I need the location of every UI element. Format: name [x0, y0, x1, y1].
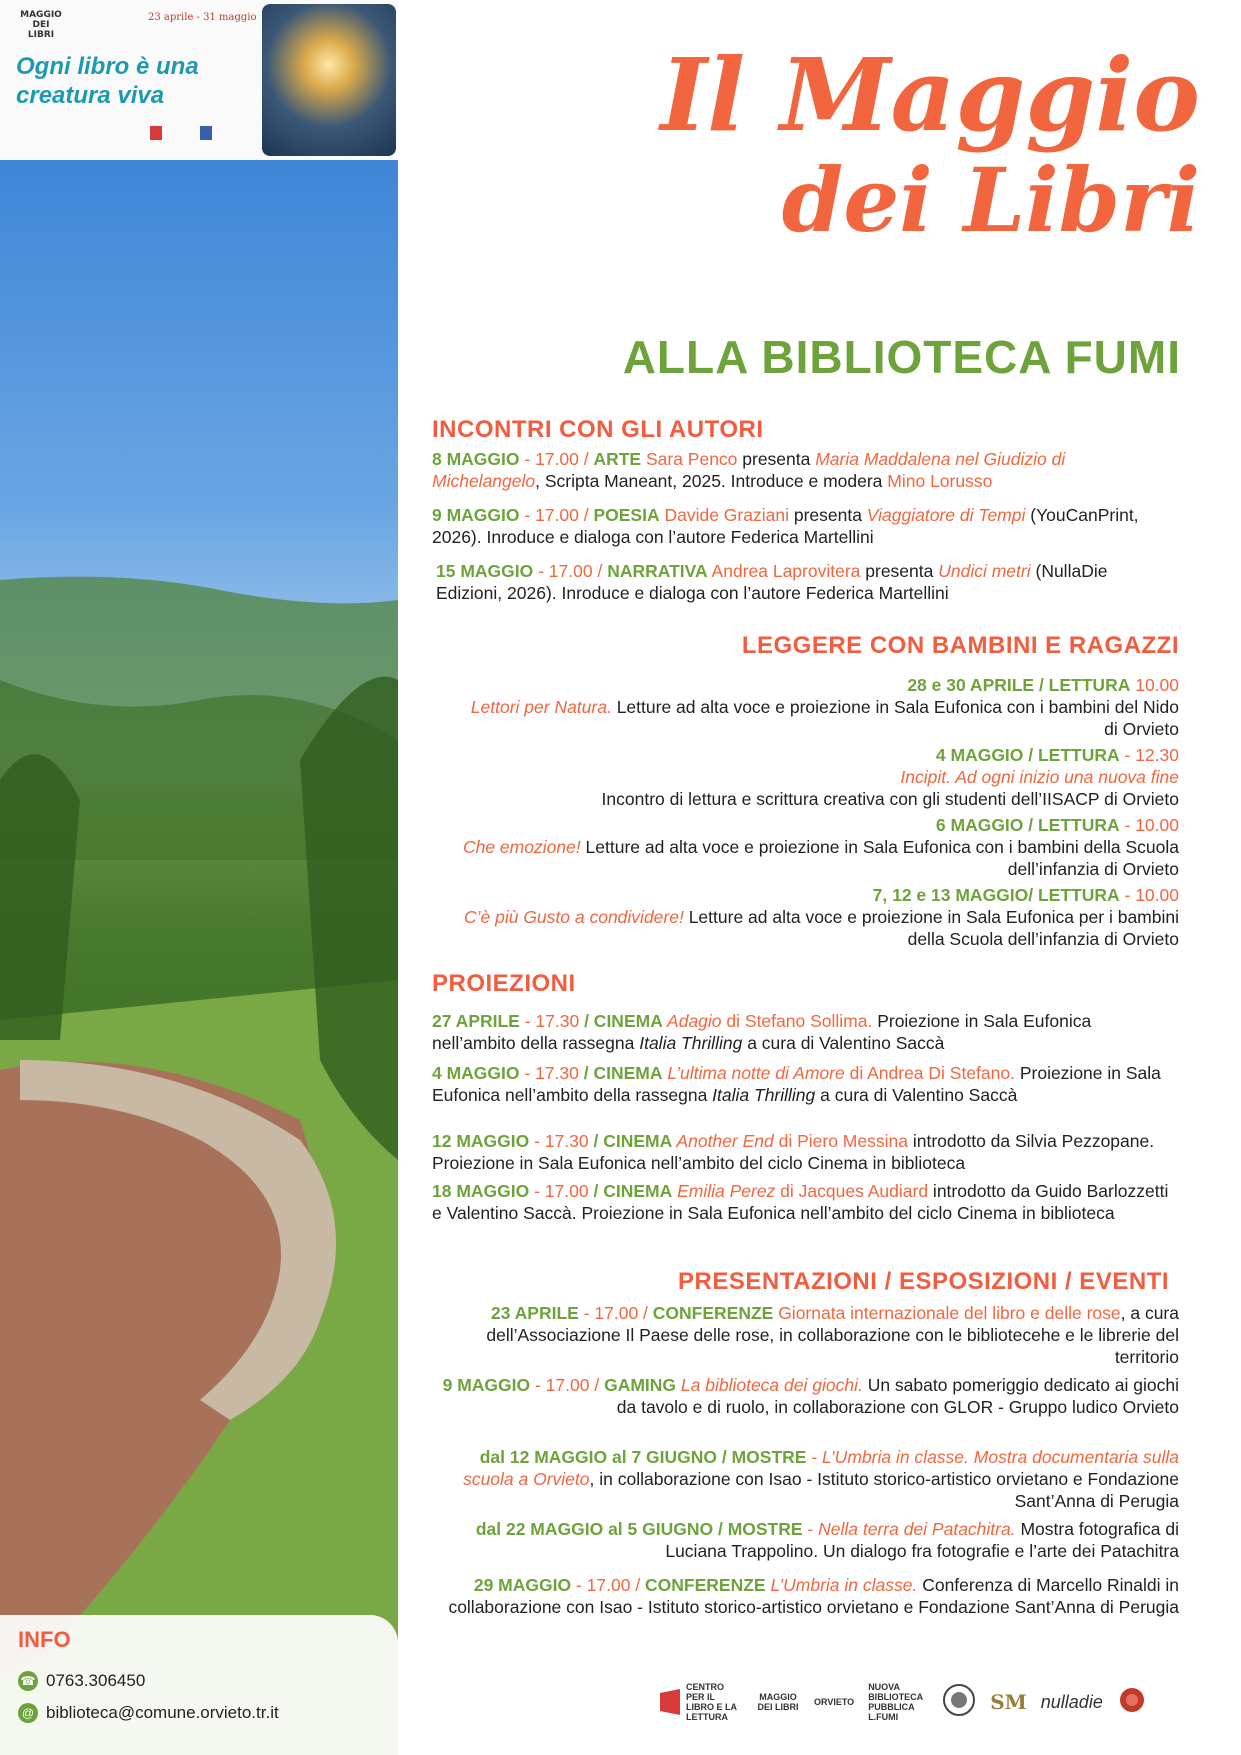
event-item: dal 22 MAGGIO al 5 GIUGNO / MOSTRE - Nella terra dei Patachitra. Mostra fotografica di Luciana Trappolino. Un dialogo fra fotografie e l’arte dei Patachitra [475, 1519, 1179, 1561]
info-box [0, 1615, 398, 1755]
left-column [0, 0, 398, 1755]
event-item: 23 APRILE - 17.00 / CONFERENZE Giornata internazionale del libro e delle rose, a cura dell’Associazione Il Paese delle rose, in collaborazione con le bibliotecehe e le librerie del territorio [486, 1303, 1179, 1367]
event-item: dal 12 MAGGIO al 7 GIUGNO / MOSTRE - L’Umbria in classe. Mostra documentaria sulla scuola a Orvieto, in collaborazione con Isao - Istituto storico-artistico orvietano e Fondazione Sant’Anna di Perugia [463, 1447, 1179, 1511]
phone-icon: ☎ [18, 1671, 38, 1691]
email-row [18, 1703, 279, 1723]
title-line-2: dei Libri [781, 148, 1200, 252]
event-item: 27 APRILE - 17.30 / CINEMA Adagio di Stefano Sollima. Proiezione in Sala Eufonica nell’ambito della rassegna Italia Thrilling a cura di Valentino Saccà [432, 1011, 1092, 1053]
phone-number[interactable]: 0763.306450 [46, 1671, 146, 1690]
nulladie-logo: nulladie [1040, 1692, 1103, 1712]
subtitle: ALLA BIBLIOTECA FUMI [622, 331, 1181, 383]
section-heading-eventi: PRESENTAZIONI / ESPOSIZIONI / EVENTI [678, 1268, 1169, 1295]
cepell-logo: CENTRO PER IL LIBRO E LA LETTURA [660, 1682, 742, 1722]
section-heading-proiezioni: PROIEZIONI [432, 970, 576, 997]
email-address[interactable]: biblioteca@comune.orvieto.tr.it [46, 1703, 279, 1722]
banner-dates: 23 aprile - 31 maggio [148, 12, 257, 23]
sponsor-logos-small [150, 124, 260, 142]
seal-logo [942, 1683, 976, 1722]
section-heading-incontri: INCONTRI CON GLI AUTORI [432, 416, 764, 443]
main-title [600, 36, 1200, 252]
glowing-book-illustration [262, 4, 396, 156]
phone-row [18, 1671, 145, 1691]
title-line-1: Il Maggio [660, 36, 1200, 154]
event-item: 7, 12 e 13 MAGGIO/ LETTURA - 10.00 C’è più Gusto a condividere! Letture ad alta voce e proiezione in Sala Eufonica per i bambini della Scuola dell’infanzia di Orvieto [463, 885, 1179, 949]
maggio-libri-footer-logo: MAGGIO DEI LIBRI [757, 1692, 799, 1712]
maggio-libri-logo: MAGGIO DEI LIBRI [20, 10, 62, 40]
campaign-banner [0, 0, 398, 160]
landscape-photo [0, 160, 398, 1755]
orvieto-logo: ORVIETO [814, 1697, 855, 1707]
scripta-maneant-logo: SM [990, 1690, 1027, 1714]
at-icon: @ [18, 1703, 38, 1723]
biblioteca-fumi-logo: NUOVA BIBLIOTECA PUBBLICA L.FUMI [868, 1682, 923, 1722]
event-item: 9 MAGGIO - 17.00 / POESIA Davide Graziani presenta Viaggiatore di Tempi (YouCanPrint, 2026). Inroduce e dialoga con l’autore Federica Martellini [432, 505, 1139, 547]
info-heading: INFO [18, 1627, 71, 1652]
event-item: 29 MAGGIO - 17.00 / CONFERENZE L’Umbria in classe. Conferenza di Marcello Rinaldi in collaborazione con Isao - Istituto storico-artistico orvietano e Fondazione Sant’Anna di Perugia [448, 1575, 1179, 1617]
event-item: 4 MAGGIO - 17.30 / CINEMA L’ultima notte di Amore di Andrea Di Stefano. Proiezione in Sala Eufonica nell’ambito della rassegna Italia Thrilling a cura di Valentino Saccà [432, 1063, 1161, 1105]
banner-motto: Ogni libro è una creatura viva [16, 53, 199, 109]
event-item: 18 MAGGIO - 17.00 / CINEMA Emilia Perez di Jacques Audiard introdotto da Guido Barlozzetti e Valentino Saccà. Proiezione in Sala Eufonica nell’ambito del ciclo Cinema in biblioteca [432, 1181, 1169, 1223]
event-item: 15 MAGGIO - 17.00 / NARRATIVA Andrea Laprovitera presenta Undici metri (NullaDie Edizioni, 2026). Inroduce e dialoga con l’autore Federica Martellini [436, 561, 1108, 603]
event-item: 8 MAGGIO - 17.00 / ARTE Sara Penco presenta Maria Maddalena nel Giudizio di Michelangelo, Scripta Maneant, 2025. Introduce e modera Mino Lorusso [432, 449, 1066, 491]
partner-logos [660, 1680, 1220, 1724]
event-item: 4 MAGGIO / LETTURA - 12.30 Incipit. Ad ogni inizio una nuova fine Incontro di lettura e scrittura creativa con gli studenti dell’IISACP di Orvieto [601, 745, 1179, 809]
rose-logo [1117, 1685, 1147, 1720]
event-item: 28 e 30 APRILE / LETTURA 10.00 Lettori per Natura. Letture ad alta voce e proiezione in Sala Eufonica con i bambini del Nido di Orvieto [470, 675, 1179, 739]
event-item: 6 MAGGIO / LETTURA - 10.00 Che emozione! Letture ad alta voce e proiezione in Sala Eufonica con i bambini della Scuola dell’infanzia di Orvieto [462, 815, 1179, 879]
section-heading-bambini: LEGGERE CON BAMBINI E RAGAZZI [741, 632, 1179, 659]
event-item: 12 MAGGIO - 17.30 / CINEMA Another End di Piero Messina introdotto da Silvia Pezzopane. Proiezione in Sala Eufonica nell’ambito del ciclo Cinema in biblioteca [432, 1131, 1155, 1173]
event-item: 9 MAGGIO - 17.00 / GAMING La biblioteca dei giochi. Un sabato pomeriggio dedicato ai giochi da tavolo e di ruolo, in collaborazione con GLOR - Gruppo ludico Orvieto [442, 1375, 1179, 1417]
